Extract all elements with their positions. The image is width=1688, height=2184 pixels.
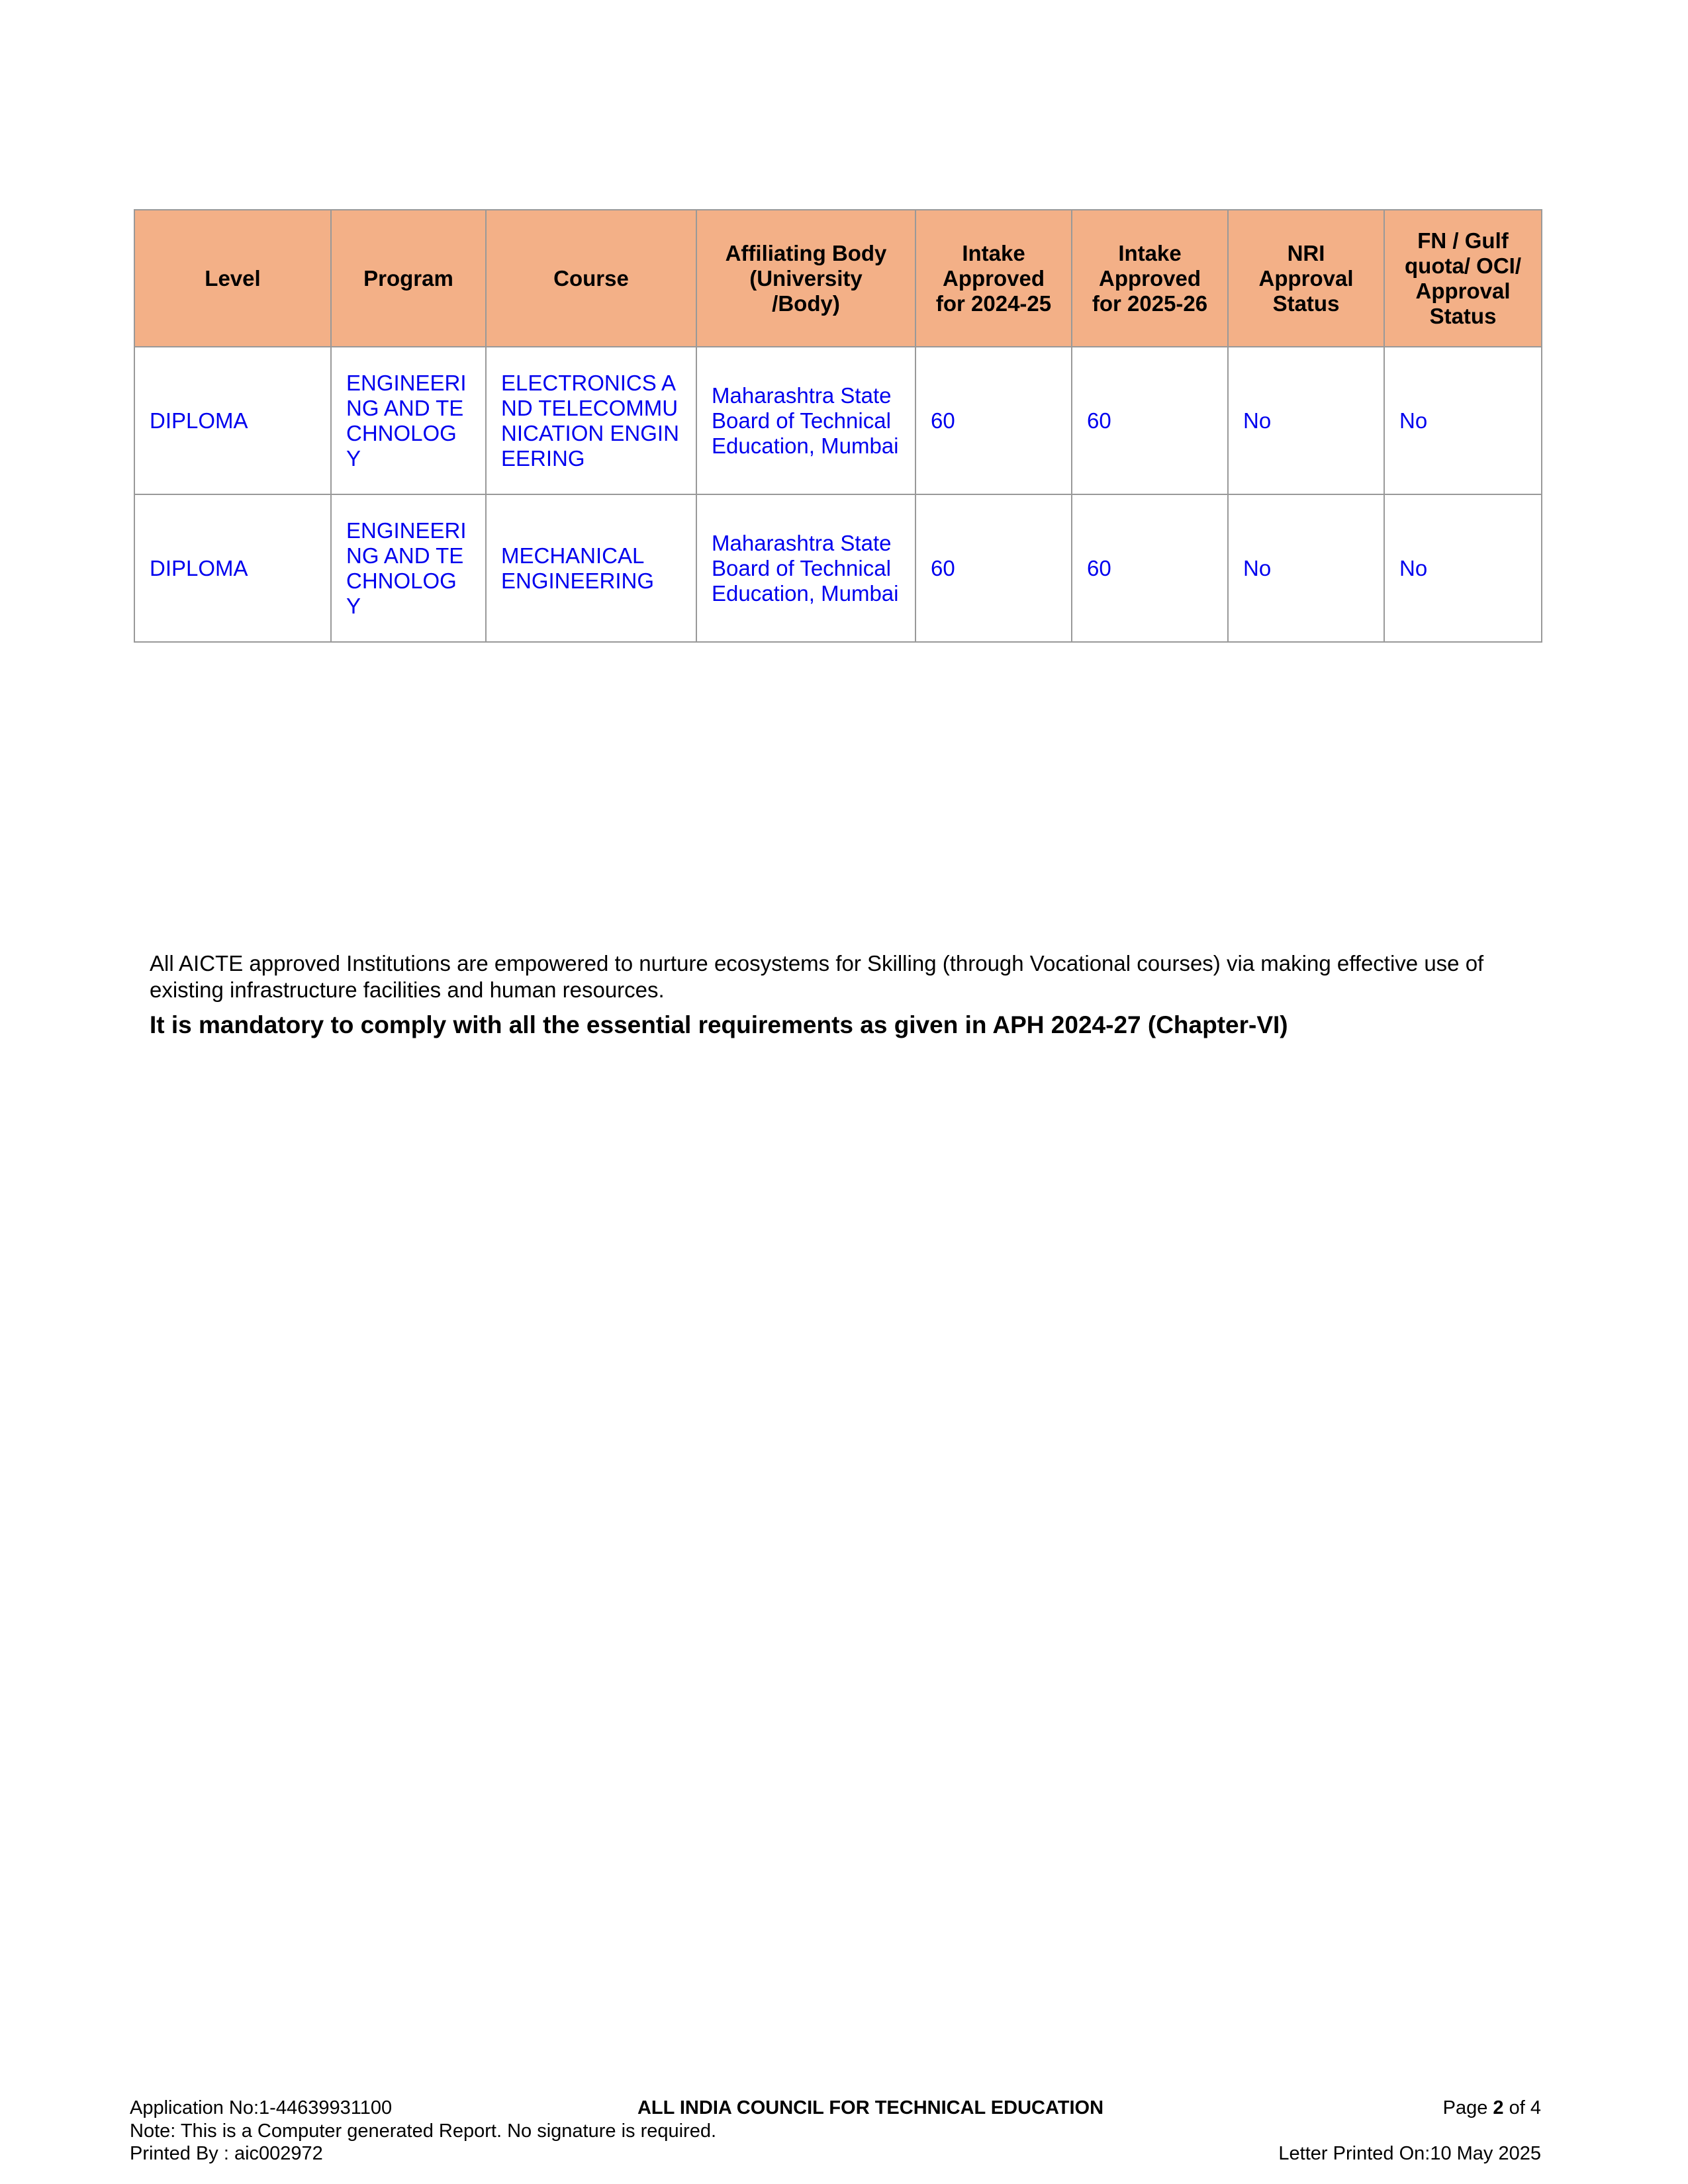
cell-affiliating-body: Maharashtra State Board of Technical Education, Mumbai xyxy=(696,494,915,642)
cell-nri-status: No xyxy=(1228,494,1384,642)
cell-intake-2024-25: 60 xyxy=(915,494,1072,642)
cell-affiliating-body: Maharashtra State Board of Technical Education, Mumbai xyxy=(696,347,915,494)
skilling-note: All AICTE approved Institutions are empowered to nurture ecosystems for Skilling (through Vocational courses) via making effective use of existing infrastructure facilities and human resources. xyxy=(150,951,1484,1002)
table-header-row xyxy=(134,210,1542,347)
cell-fn-status: No xyxy=(1384,347,1542,494)
page-mid: of xyxy=(1503,2097,1530,2118)
page-prefix: Page xyxy=(1442,2097,1493,2118)
header-nri-status: NRI Approval Status xyxy=(1228,210,1384,347)
header-affiliating-body: Affiliating Body (University /Body) xyxy=(696,210,915,347)
cell-level: DIPLOMA xyxy=(134,494,331,642)
council-name: ALL INDIA COUNCIL FOR TECHNICAL EDUCATION xyxy=(637,2097,1104,2118)
page-total: 4 xyxy=(1530,2097,1541,2118)
cell-intake-2025-26: 60 xyxy=(1072,494,1228,642)
table-row xyxy=(134,494,1542,642)
cell-course: ELECTRONICS AND TELECOMMUNICATION ENGINEERING xyxy=(486,347,696,494)
page-current: 2 xyxy=(1493,2097,1504,2118)
approved-intake-table xyxy=(134,209,1542,643)
application-number: Application No:1-44639931100 xyxy=(130,2097,393,2118)
header-program: Program xyxy=(331,210,486,347)
printed-by: Printed By : aic002972 xyxy=(130,2143,323,2164)
header-fn-gulf-oci-status: FN / Gulf quota/ OCI/ Approval Status xyxy=(1384,210,1542,347)
cell-fn-status: No xyxy=(1384,494,1542,642)
page-indicator xyxy=(1443,2097,1541,2119)
printed-on-date: Letter Printed On:10 May 2025 xyxy=(1278,2143,1541,2164)
header-course: Course xyxy=(486,210,696,347)
cell-level: DIPLOMA xyxy=(134,347,331,494)
cell-program: ENGINEERING AND TECHNOLOGY xyxy=(331,347,486,494)
cell-intake-2024-25: 60 xyxy=(915,347,1072,494)
header-intake-2024-25: Intake Approved for 2024-25 xyxy=(915,210,1072,347)
mandatory-compliance-note: It is mandatory to comply with all the essential requirements as given in APH 2024-27 (Chapter-VI) xyxy=(150,1011,1288,1038)
table-row xyxy=(134,347,1542,494)
cell-course: MECHANICAL ENGINEERING xyxy=(486,494,696,642)
header-level: Level xyxy=(134,210,331,347)
cell-nri-status: No xyxy=(1228,347,1384,494)
computer-generated-note: Note: This is a Computer generated Report. No signature is required. xyxy=(130,2120,717,2142)
cell-program: ENGINEERING AND TECHNOLOGY xyxy=(331,494,486,642)
cell-intake-2025-26: 60 xyxy=(1072,347,1228,494)
header-intake-2025-26: Intake Approved for 2025-26 xyxy=(1072,210,1228,347)
